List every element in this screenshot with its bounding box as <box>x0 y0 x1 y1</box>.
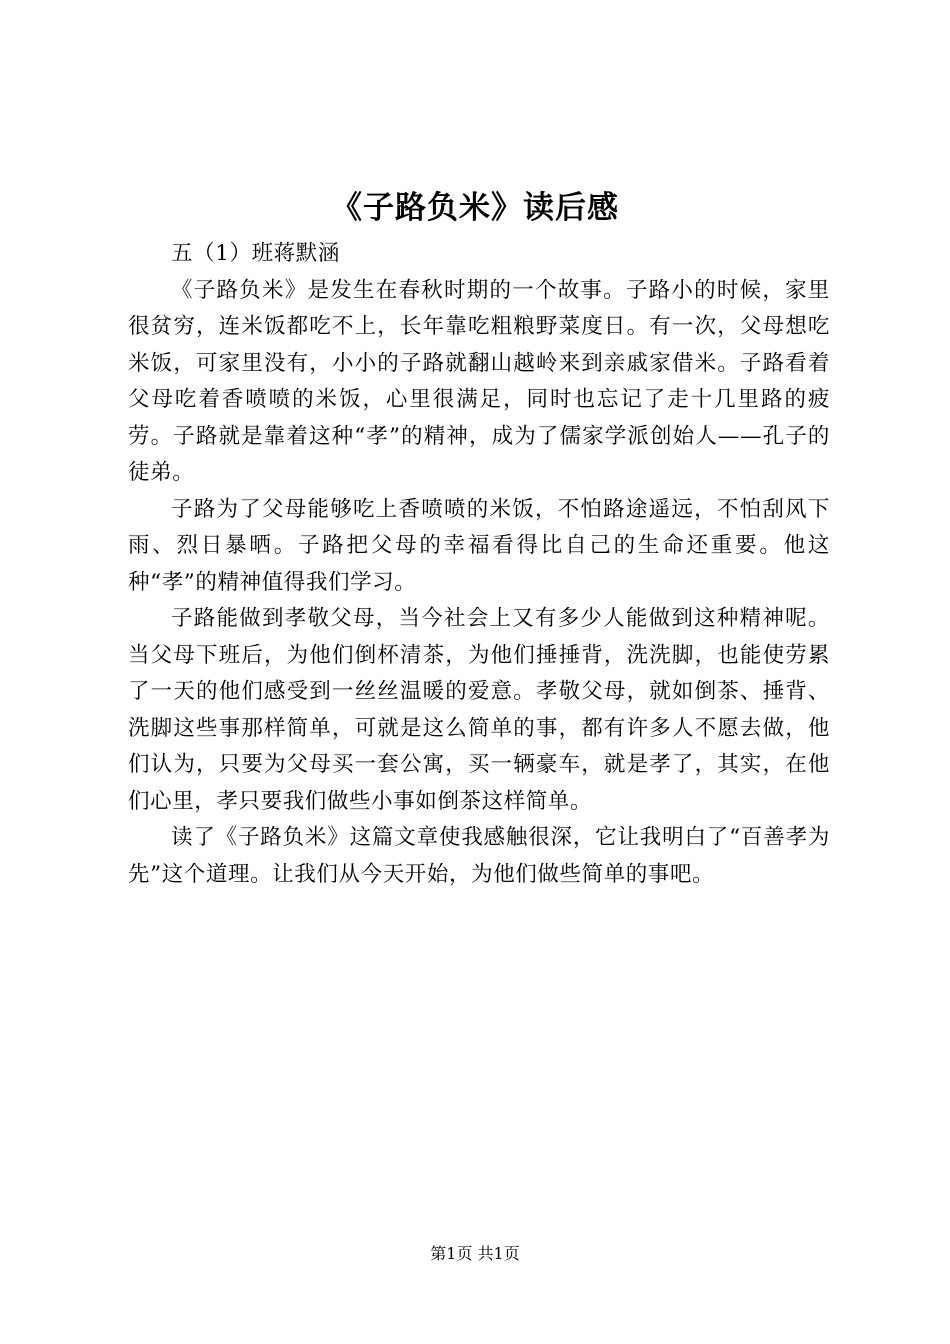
paragraph-1: 《子路负米》是发生在春秋时期的一个故事。子路小的时候，家里很贫穷，连米饭都吃不上，长年靠吃粗粮野菜度日。有一次，父母想吃米饭，可家里没有，小小的子路就翻山越岭来到亲戚家借米。子路看着父母吃着香喷喷的米饭，心里很满足，同时也忘记了走十几里路的疲劳。子路就是靠着这种“孝”的精神，成为了儒家学派创始人——孔子的徒弟。 <box>128 277 830 485</box>
page-footer: 第1页 共1页 <box>430 1244 520 1263</box>
document-body <box>128 236 830 893</box>
document-title: 《子路负米》读后感 <box>331 190 619 226</box>
paragraph-4: 读了《子路负米》这篇文章使我感触很深，它让我明白了“百善孝为先”这个道理。让我们从今天开始，为他们做些简单的事吧。 <box>128 825 830 887</box>
byline: 五（1）班蒋默涵 <box>171 241 340 266</box>
paragraph-2: 子路为了父母能够吃上香喷喷的米饭，不怕路途遥远，不怕刮风下雨、烈日暴晒。子路把父母的幸福看得比自己的生命还重要。他这种“孝”的精神值得我们学习。 <box>128 496 830 595</box>
paragraph-3: 子路能做到孝敬父母，当今社会上又有多少人能做到这种精神呢。当父母下班后，为他们倒杯清茶，为他们捶捶背，洗洗脚，也能使劳累了一天的他们感受到一丝丝温暖的爱意。孝敬父母，就如倒茶、捶背、洗脚这些事那样简单，可就是这么简单的事，都有许多人不愿去做，他们认为，只要为父母买一套公寓，买一辆豪车，就是孝了，其实，在他们心里，孝只要我们做些小事如倒茶这样简单。 <box>128 606 830 814</box>
